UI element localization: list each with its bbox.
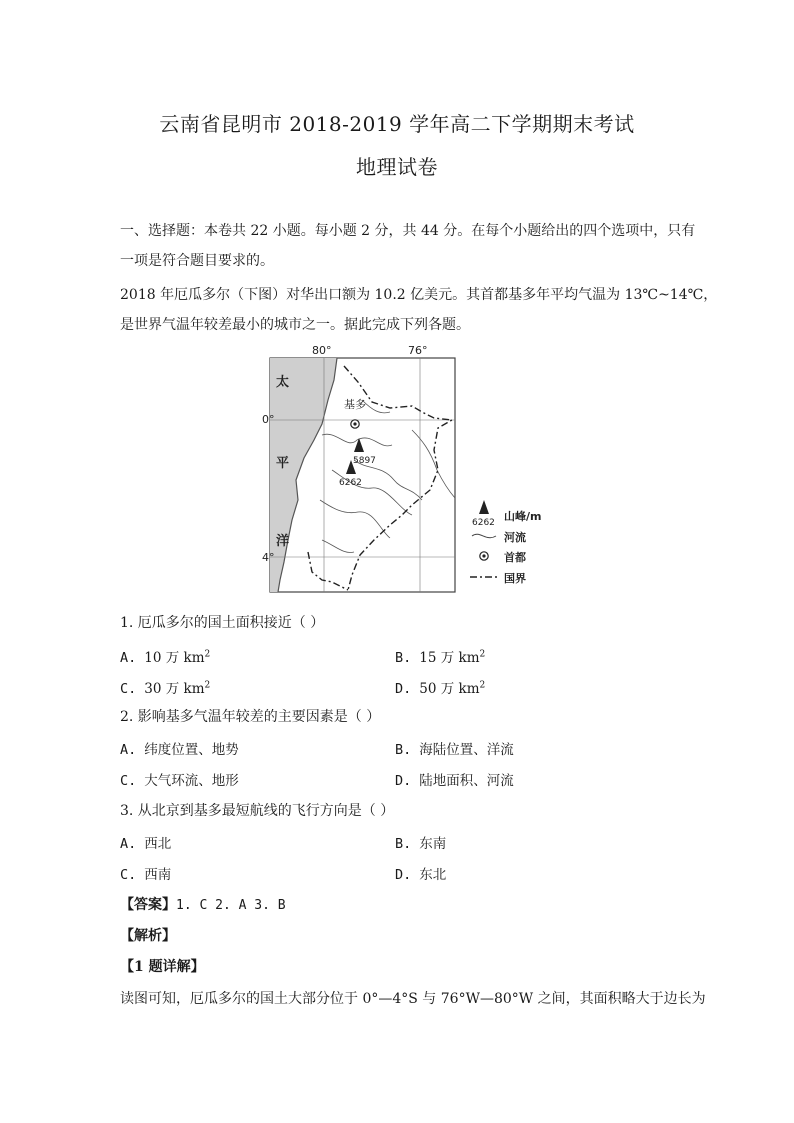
page-subtitle: 地理试卷 — [356, 155, 438, 179]
question-3-option-a: A. 西北 — [120, 836, 172, 852]
question-2-option-b: B. 海陆位置、洋流 — [395, 742, 514, 758]
question-3-stem: 3. 从北京到基多最短航线的飞行方向是（ ） — [120, 803, 395, 819]
ocean-label-char-3: 洋 — [276, 534, 290, 549]
question-1-stem: 1. 厄瓜多尔的国土面积接近（ ） — [120, 615, 325, 631]
legend-peak-sample: 6262 — [472, 518, 495, 528]
lon-label-76: 76° — [408, 344, 428, 357]
answer-label: 【答案】 — [120, 897, 176, 913]
ecuador-map — [262, 340, 562, 600]
analysis-text: 读图可知，厄瓜多尔的国土大部分位于 0°—4°S 与 76°W—80°W 之间，其面积略大于边长为 — [120, 991, 706, 1007]
legend-capital-dot — [482, 554, 485, 557]
question-1-option-b: B. 15 万 $km^2$ — [395, 649, 486, 666]
ocean-label-char-1: 太 — [276, 375, 290, 390]
legend-peak-label: 山峰/m — [504, 510, 542, 523]
question-1-option-d: D. 50 万 $km^2$ — [395, 680, 486, 697]
lat-label-0: 0° — [262, 413, 275, 426]
ocean-label-char-2: 平 — [276, 456, 290, 471]
capital-name: 基多 — [344, 398, 366, 411]
capital-marker-dot — [353, 422, 356, 425]
question-3-option-c: C. 西南 — [120, 867, 172, 883]
question-stem-line-2: 是世界气温年较差最小的城市之一。据此完成下列各题。 — [120, 317, 470, 333]
analysis-sub-label: 【1 题详解】 — [120, 959, 205, 975]
question-3-option-b: B. 东南 — [395, 836, 447, 852]
peak-6262-elev: 6262 — [339, 478, 362, 488]
legend-river-label: 河流 — [504, 531, 526, 544]
question-2-stem: 2. 影响基多气温年较差的主要因素是（ ） — [120, 709, 381, 725]
question-stem-line-1: 2018 年厄瓜多尔（下图）对华出口额为 10.2 亿美元。其首都基多年平均气温为 13℃~14℃， — [120, 287, 718, 303]
lat-label-4: 4° — [262, 551, 275, 564]
answer-line — [120, 894, 690, 914]
legend-border-label: 国界 — [504, 572, 526, 585]
question-1-option-c: C. 30 万 $km^2$ — [120, 680, 211, 697]
question-1-option-a: A. 10 万 $km^2$ — [120, 649, 211, 666]
legend-river-icon — [472, 534, 496, 537]
question-2-option-d: D. 陆地面积、河流 — [395, 773, 514, 789]
map-legend — [470, 500, 541, 585]
answer-values: 1. C 2. A 3. B — [176, 898, 286, 913]
section-intro-line-2: 一项是符合题目要求的。 — [120, 253, 274, 269]
lon-label-80: 80° — [312, 344, 332, 357]
analysis-label: 【解析】 — [120, 928, 176, 944]
page-title: 云南省昆明市 2018-2019 学年高二下学期期末考试 — [159, 112, 635, 136]
section-intro-line-1: 一、选择题：本卷共 22 小题。每小题 2 分，共 44 分。在每个小题给出的四个选项中，只有 — [120, 223, 696, 239]
question-3-option-d: D. 东北 — [395, 867, 447, 883]
legend-peak-icon — [479, 500, 489, 514]
question-2-option-a: A. 纬度位置、地势 — [120, 742, 239, 758]
peak-5897-elev: 5897 — [353, 456, 376, 466]
legend-capital-label: 首都 — [504, 551, 526, 564]
question-2-option-c: C. 大气环流、地形 — [120, 773, 239, 789]
